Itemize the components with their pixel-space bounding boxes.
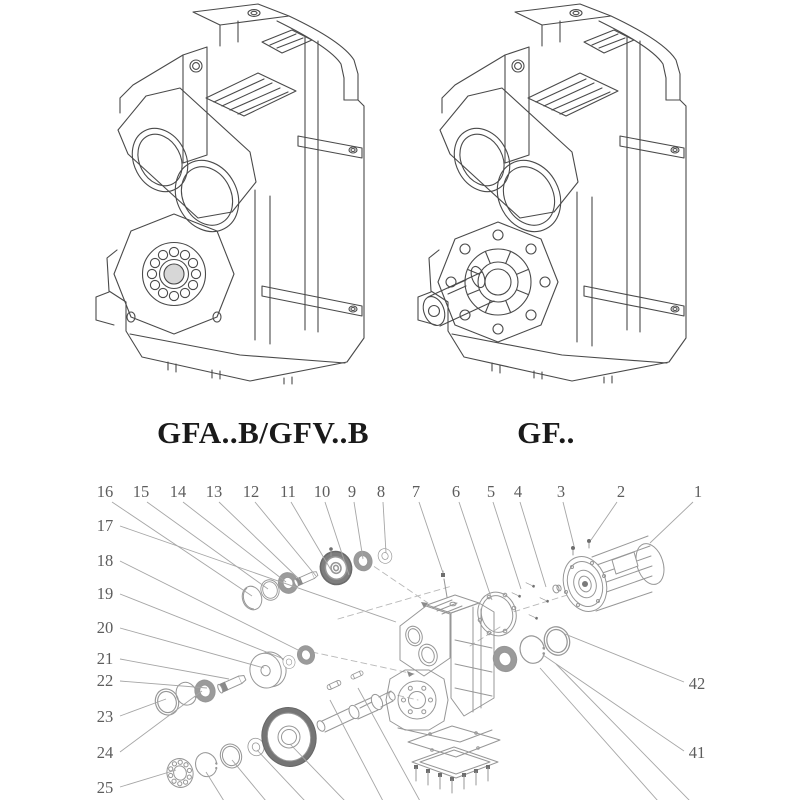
callout-4: 4	[513, 482, 523, 501]
callout-8: 8	[376, 482, 386, 501]
callout-23: 23	[96, 707, 114, 726]
gear-housing	[386, 571, 494, 742]
callout-14: 14	[169, 482, 187, 501]
model-label-right: GF..	[517, 415, 575, 450]
callout-12: 12	[242, 482, 260, 501]
callout-5: 5	[486, 482, 496, 501]
callout-9: 9	[347, 482, 357, 501]
callout-17: 17	[96, 516, 114, 535]
callout-16: 16	[96, 482, 114, 501]
model-label-left: GFA..B/GFV..B	[156, 415, 370, 450]
callout-24: 24	[96, 743, 114, 762]
callout-20: 20	[96, 618, 114, 637]
callout-41: 41	[688, 743, 706, 762]
output-bearing	[114, 214, 234, 334]
callout-15: 15	[132, 482, 150, 501]
cooling-fins	[206, 30, 312, 116]
input-bores-right	[440, 88, 578, 243]
callout-42: 42	[688, 674, 706, 693]
gasket-and-bolts	[408, 726, 500, 793]
exploded-view	[152, 536, 669, 793]
callout-2: 2	[616, 482, 626, 501]
cooling-fins-right	[528, 30, 634, 116]
callout-3: 3	[556, 482, 566, 501]
output-flange	[438, 222, 558, 342]
callout-6: 6	[451, 482, 461, 501]
callout-22: 22	[96, 671, 114, 690]
callout-10: 10	[313, 482, 331, 501]
gearbox-left-drawing	[96, 4, 364, 384]
callout-11: 11	[280, 482, 296, 501]
intermediate-shaft-parts	[152, 643, 317, 718]
callout-7: 7	[411, 482, 421, 501]
callout-21: 21	[96, 649, 114, 668]
callout-19: 19	[96, 584, 114, 603]
electric-motor	[556, 536, 668, 617]
output-helical-gear	[256, 703, 321, 772]
callout-13: 13	[205, 482, 223, 501]
callout-1: 1	[693, 482, 703, 501]
callout-25: 25	[96, 778, 114, 797]
output-shaft-exploded	[316, 691, 397, 733]
callout-numbers	[97, 482, 706, 797]
motor-flange-parts	[473, 582, 573, 675]
gearbox-right-drawing	[418, 4, 686, 383]
mounting-rails-right	[584, 136, 684, 316]
input-shaft-parts	[239, 547, 394, 613]
callout-18: 18	[96, 551, 114, 570]
mounting-rails	[262, 136, 362, 316]
